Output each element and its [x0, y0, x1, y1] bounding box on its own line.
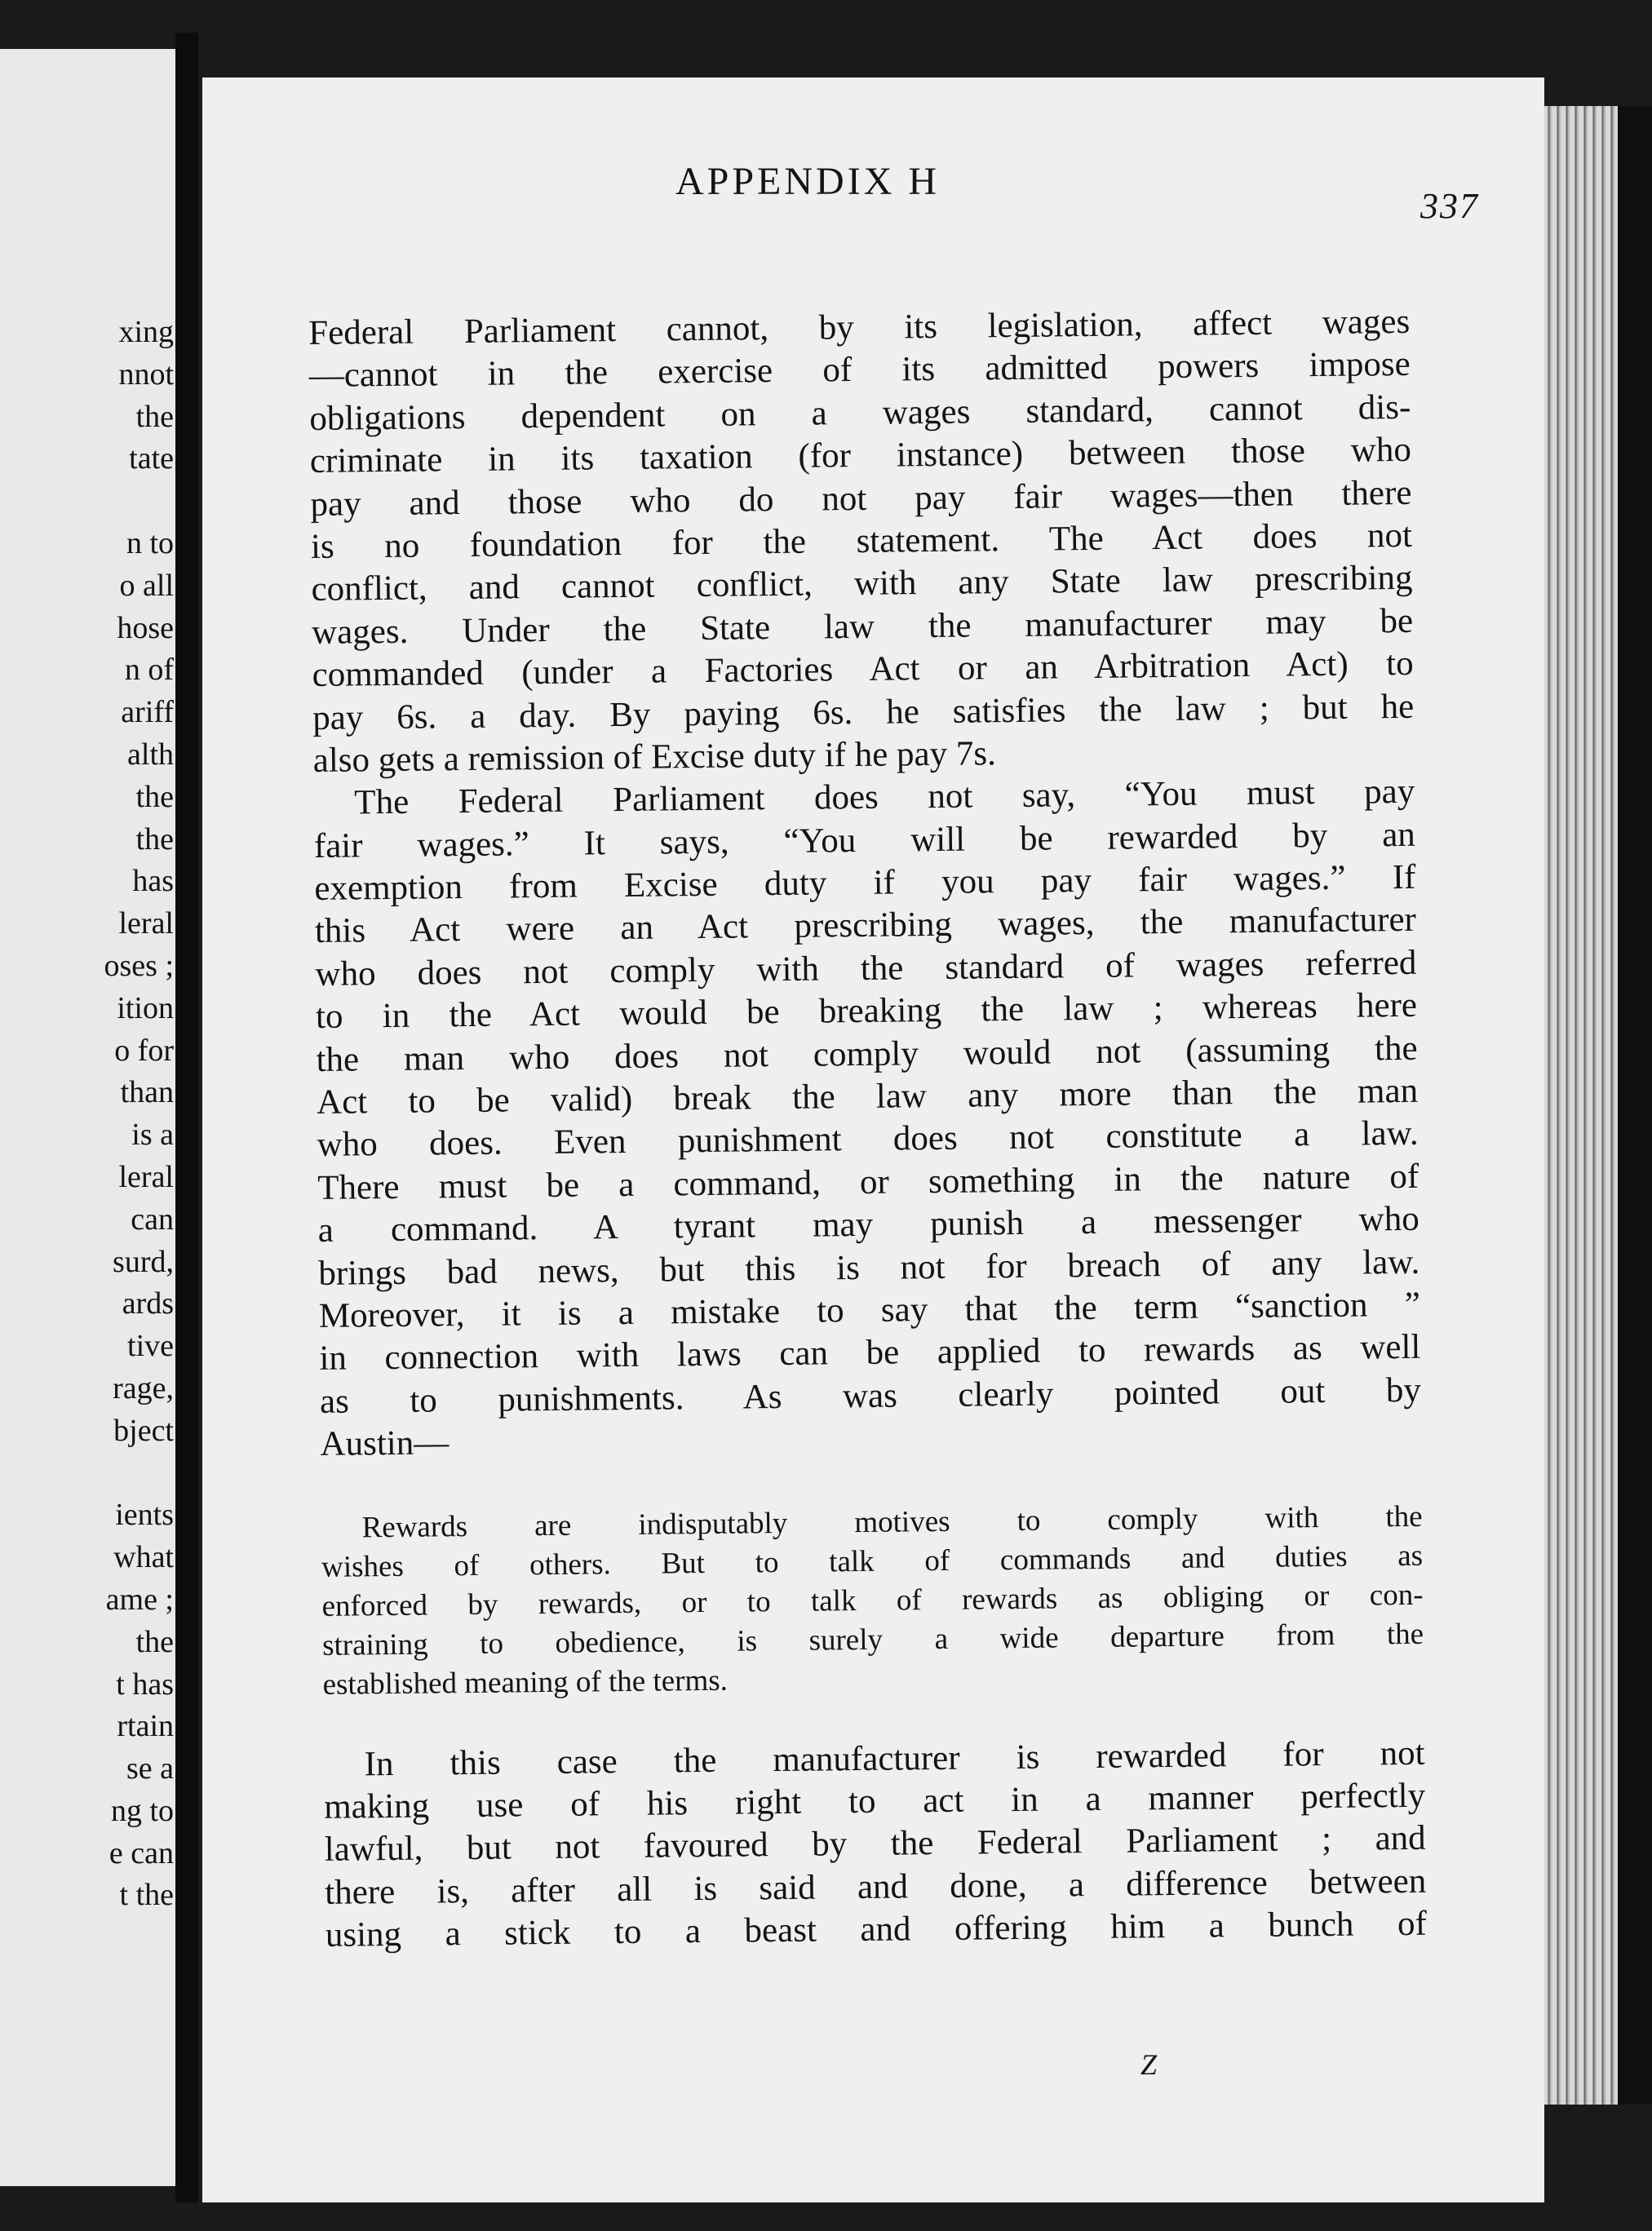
facing-page-fragment: than — [120, 1075, 174, 1110]
text-line: straining to obedience, is surely a wide departure from the — [321, 1617, 1424, 1662]
book-gutter — [175, 33, 198, 2202]
facing-page-fragment: can — [131, 1202, 174, 1237]
facing-page-fragment: o all — [119, 568, 174, 603]
text-line: also gets a remission of Excise duty if he pay 7s. — [312, 734, 997, 780]
text-line: pay and those who do not pay fair wages—then there — [310, 473, 1412, 524]
facing-page-fragment: xing — [118, 315, 174, 349]
text-line: In this case the manufacturer is rewarded for not — [364, 1733, 1425, 1783]
facing-page-fragment: surd, — [113, 1244, 174, 1279]
facing-page-fragment: the — [135, 1624, 174, 1659]
text-line: as to punishments. As was clearly pointed out by — [319, 1370, 1422, 1421]
text-line: fair wages.” It says, “You will be rewarded by an — [313, 815, 1416, 865]
facing-page-line-fragments — [104, 312, 184, 1917]
page-block-edges — [1544, 106, 1618, 2105]
paragraph-3 — [323, 1732, 1427, 1957]
text-line: Act to be valid) break the law any more than the man — [316, 1071, 1419, 1122]
page-number: 337 — [1420, 186, 1479, 226]
facing-page-fragment: has — [132, 864, 174, 899]
facing-page-fragment: the — [135, 779, 174, 814]
facing-page-fragment: ards — [122, 1286, 174, 1321]
text-line: The Federal Parliament does not say, “You must pay — [354, 772, 1415, 822]
facing-page-fragment: se a — [126, 1751, 174, 1786]
facing-page-fragment: e can — [109, 1835, 174, 1870]
text-line: There must be a command, or something in the nature of — [317, 1157, 1419, 1207]
text-line: wages. Under the State law the manufacturer may be — [311, 601, 1414, 652]
facing-page-fragment: ame ; — [105, 1582, 174, 1617]
facing-page-fragment: leral — [118, 1159, 174, 1194]
text-line: a command. A tyrant may punish a messenger who — [317, 1200, 1419, 1251]
facing-page-fragment: t the — [119, 1878, 174, 1913]
text-line: there is, after all is said and done, a difference between — [325, 1861, 1427, 1912]
text-line: brings bad news, but this is not for breach of any law. — [318, 1242, 1420, 1293]
text-line: exemption from Excise duty if you pay fair wages.” If — [314, 857, 1416, 909]
running-title: APPENDIX H — [675, 160, 941, 203]
facing-page-fragment: the — [135, 821, 174, 857]
paragraph-1 — [308, 301, 1415, 782]
text-line: this Act were an Act prescribing wages, the manufacturer — [314, 901, 1417, 951]
facing-page-fragment: ng to — [110, 1793, 174, 1828]
text-line: criminate in its taxation (for instance) between those who — [309, 431, 1412, 481]
facing-page-fragment: t has — [116, 1667, 174, 1702]
facing-page-fragment: nnot — [118, 356, 174, 392]
facing-page-fragment: what — [113, 1540, 174, 1575]
text-line: established meaning of the terms. — [322, 1663, 729, 1702]
facing-page-fragment: tive — [127, 1329, 174, 1364]
facing-page-fragment: n to — [126, 525, 174, 560]
facing-page-fragment: is a — [131, 1118, 174, 1153]
facing-page-left — [0, 49, 184, 2186]
book-cover-edge — [1618, 106, 1652, 2105]
facing-page-fragment — [104, 1453, 184, 1495]
text-line: lawful, but not favoured by the Federal Parliament ; and — [324, 1819, 1426, 1870]
text-line: using a stick to a beast and offering him a bunch of — [325, 1904, 1428, 1954]
facing-page-fragment: rage, — [113, 1370, 174, 1405]
text-line: Rewards are indisputably motives to comply with the — [361, 1499, 1423, 1544]
facing-page-fragment: o for — [114, 1033, 174, 1068]
text-line: who does. Even punishment does not constitute a law. — [317, 1114, 1419, 1165]
text-line: is no foundation for the statement. The Act does not — [310, 516, 1413, 566]
facing-page-fragment: ition — [117, 990, 174, 1025]
text-line: —cannot in the exercise of its admitted powers impose — [308, 345, 1411, 396]
text-line: obligations dependent on a wages standard, cannot dis- — [309, 387, 1411, 438]
facing-page-fragment: the — [135, 399, 174, 434]
body-text — [308, 301, 1427, 1958]
facing-page-fragment: oses ; — [104, 948, 174, 983]
text-line: enforced by rewards, or to talk of rewards as obliging or con- — [321, 1578, 1424, 1623]
facing-page-fragment: rtain — [117, 1709, 174, 1744]
facing-page-fragment: leral — [118, 906, 174, 941]
text-line: wishes of others. But to talk of commands and duties as — [321, 1538, 1424, 1584]
block-quote-austin — [321, 1497, 1424, 1704]
book-page — [202, 77, 1544, 2202]
text-line: the man who does not comply would not (assuming the — [316, 1029, 1418, 1079]
facing-page-fragment — [104, 480, 184, 523]
facing-page-fragment: tate — [129, 441, 174, 476]
text-line: in connection with laws can be applied to rewards as well — [319, 1328, 1421, 1379]
text-line: Federal Parliament cannot, by its legislation, affect wages — [308, 302, 1411, 352]
text-line: making use of his right to act in a manner perfectly — [323, 1776, 1426, 1826]
signature-mark: Z — [1140, 2048, 1158, 2081]
text-line: Austin— — [320, 1423, 450, 1464]
facing-page-fragment: alth — [127, 737, 174, 772]
text-line: pay 6s. a day. By paying 6s. he satisfies the law ; but he — [312, 687, 1415, 737]
facing-page-fragment: n of — [124, 653, 174, 688]
text-line: to in the Act would be breaking the law ; whereas here — [315, 986, 1418, 1037]
facing-page-fragment: hose — [117, 610, 174, 645]
text-line: commanded (under a Factories Act or an Arbitration Act) to — [312, 644, 1414, 695]
paragraph-2 — [313, 771, 1422, 1466]
text-line: Moreover, it is a mistake to say that the term “sanction ” — [318, 1285, 1421, 1335]
facing-page-fragment: ients — [115, 1498, 174, 1533]
text-line: who does not comply with the standard of wages referred — [315, 943, 1417, 994]
text-line: conflict, and cannot conflict, with any State law prescribing — [311, 559, 1413, 609]
facing-page-fragment: bject — [113, 1413, 174, 1448]
facing-page-fragment: ariff — [121, 695, 174, 730]
